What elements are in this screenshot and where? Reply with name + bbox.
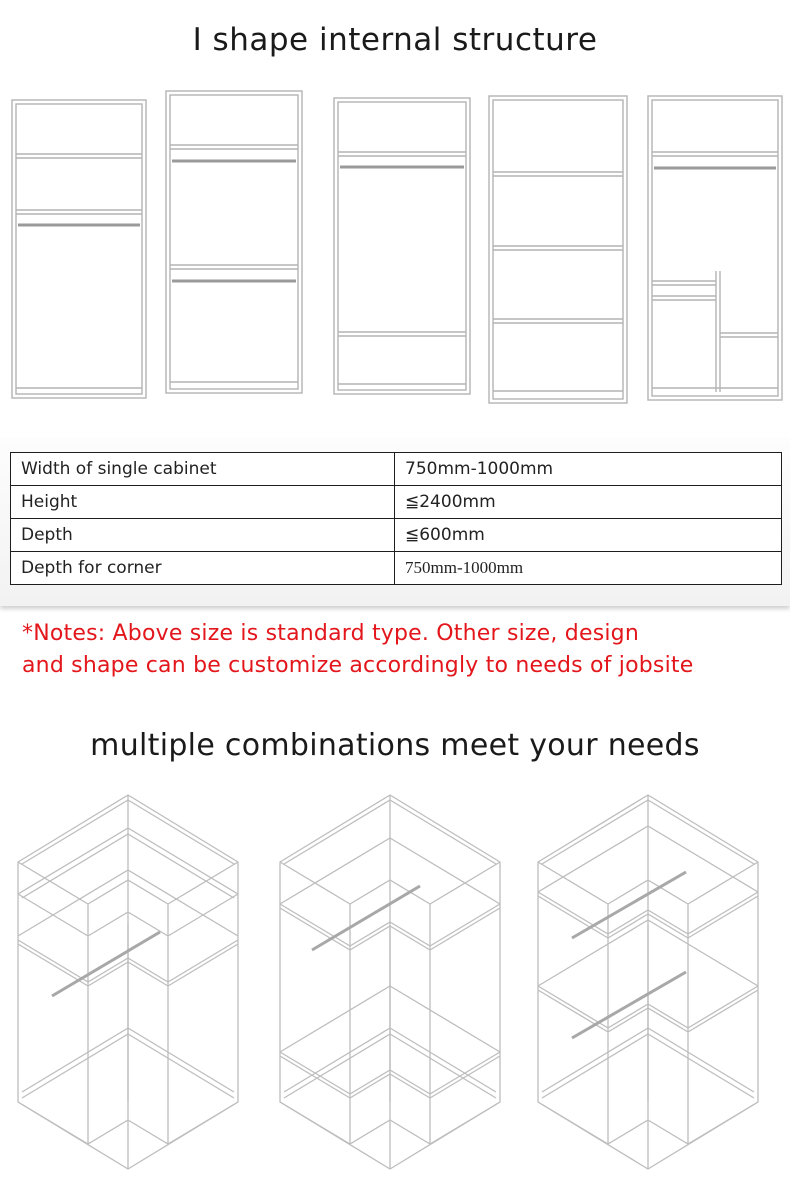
spec-value: 750mm-1000mm [395, 453, 782, 486]
section-title-i-shape: I shape internal structure [192, 22, 598, 58]
spec-value: ≦2400mm [395, 486, 782, 519]
cabinet-drawing-2 [166, 91, 302, 393]
specification-table [10, 452, 782, 585]
corner-cabinet-drawing-3 [538, 795, 758, 1169]
cabinet-drawing-3 [334, 98, 470, 394]
specification-panel [0, 438, 790, 606]
section-title-combinations: multiple combinations meet your needs [90, 728, 700, 763]
table-row [11, 453, 782, 486]
corner-cabinet-drawing-2 [280, 795, 500, 1169]
hanging-rail [572, 972, 686, 1038]
table-row [11, 486, 782, 519]
hanging-rail [572, 872, 686, 938]
cabinet-drawing-5 [648, 96, 782, 400]
i-shape-cabinet-drawings [0, 88, 790, 408]
hanging-rail [52, 932, 160, 996]
table-row [11, 519, 782, 552]
spec-label: Height [11, 486, 395, 519]
spec-value: 750mm-1000mm [395, 552, 782, 585]
spec-value: ≦600mm [395, 519, 782, 552]
spec-label: Depth [11, 519, 395, 552]
corner-cabinet-drawings [0, 780, 790, 1177]
cabinet-drawing-4 [489, 96, 627, 403]
spec-label: Depth for corner [11, 552, 395, 585]
notes-line: *Notes: Above size is standard type. Other size, design [22, 621, 639, 646]
cabinet-drawing-1 [12, 100, 146, 398]
notes-line: and shape can be customize accordingly to needs of jobsite [22, 653, 694, 678]
table-row [11, 552, 782, 585]
customization-notes [22, 618, 782, 682]
spec-label: Width of single cabinet [11, 453, 395, 486]
corner-cabinet-drawing-1 [18, 795, 238, 1169]
